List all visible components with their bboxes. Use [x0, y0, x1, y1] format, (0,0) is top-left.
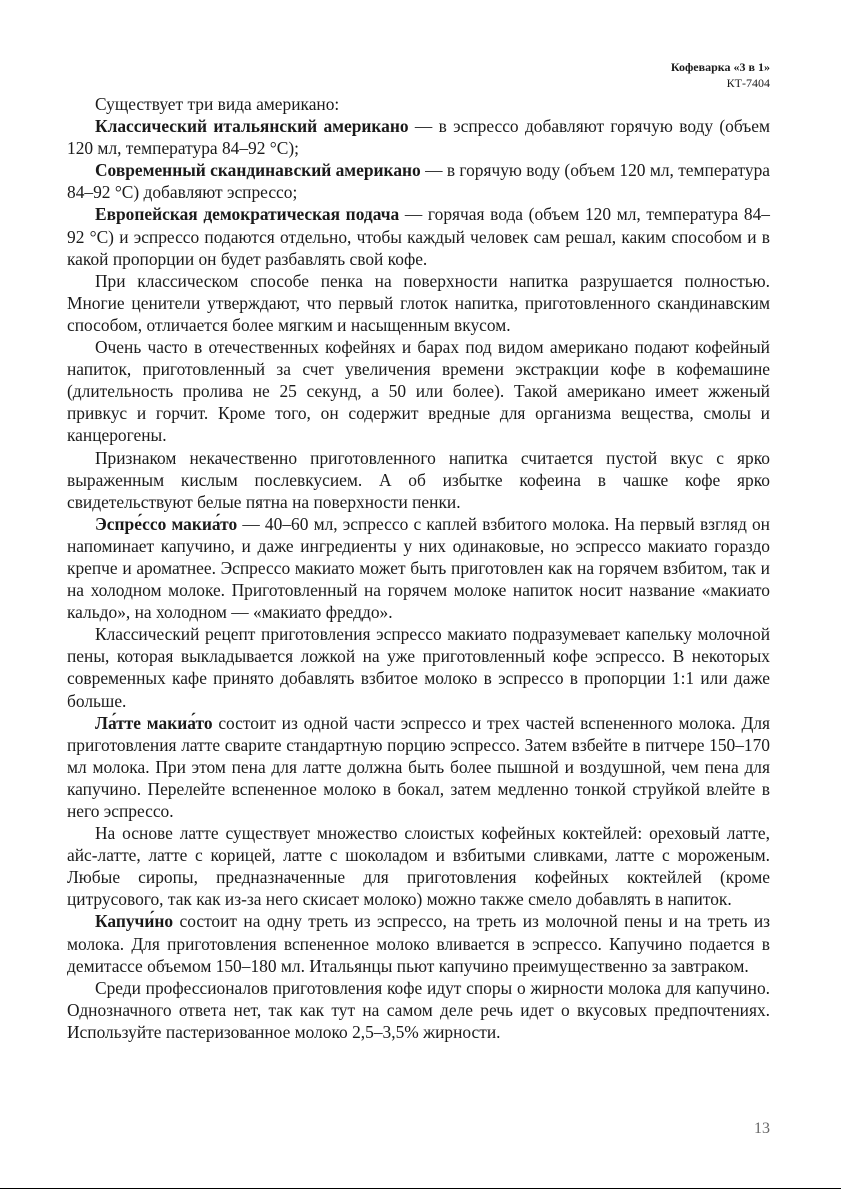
page-header: [671, 59, 770, 91]
paragraph-text: Среди профессионалов приготовления кофе идут споры о жирности молока для капучино. Однозначного ответа нет, так как тут на самом деле речь идет о вкусовых предпочтениях. Используйте пастеризованное молоко 2,5–3,5% жирности.: [67, 977, 770, 1042]
paragraph-term: Классический итальянский американо: [95, 116, 409, 137]
paragraph-text: — горячая вода (объем 120 мл, температура 84–92 °С) и эспрессо подаются отдельно, чтобы каждый человек сам решал, каким способом и в какой пропорции он будет разбавлять свой кофе.: [67, 204, 770, 269]
paragraph-text: — 40–60 мл, эспрессо с каплей взбитого молока. На первый взгляд он напоминает капучино, и даже ингредиенты у них одинаковые, но эспрессо макиато гораздо крепче и ароматнее. Эспрессо макиато может быть приготовлен как на горячем взбитом, так и на холодном молоке. Приготовленный на горячем молоке напиток носит название «макиато кальдо», на холодном — «макиато фреддо».: [67, 513, 770, 623]
paragraph: [67, 910, 770, 976]
paragraph: [67, 93, 770, 115]
paragraph: [67, 159, 770, 203]
product-title: Кофеварка «3 в 1»: [670, 60, 770, 74]
paragraph: [67, 115, 770, 159]
paragraph: [67, 623, 770, 711]
paragraph-text: Признаком некачественно приготовленного напитка считается пустой вкус с ярко выраженным кислым послевкусием. А об избытке кофеина в чашке кофе ярко свидетельствуют белые пятна на поверхности пенки.: [67, 447, 770, 512]
paragraph-text: состоит на одну треть из эспрессо, на треть из молочной пены и на треть из молока. Для приготовления вспененное молоко вливается в эспрессо. Капучино подается в демитассе объемом 150–180 мл. Итальянцы пьют капучино преимущественно за завтраком.: [67, 911, 770, 976]
paragraph-text: — в горячую воду (объем 120 мл, температура 84–92 °С) добавляют эспрессо;: [67, 160, 770, 203]
paragraph: [67, 977, 770, 1043]
paragraph: [67, 712, 770, 822]
paragraph-text: Существует три вида американо:: [95, 94, 340, 114]
paragraph-term: Эспре́ссо макиа́то: [95, 513, 238, 534]
product-model: КТ-7404: [726, 76, 770, 90]
paragraph: [67, 513, 770, 623]
paragraph: [67, 336, 770, 446]
page-number: 13: [754, 1120, 770, 1137]
body-text: [67, 93, 770, 1043]
paragraph: [67, 203, 770, 269]
paragraph-text: Очень часто в отечественных кофейнях и барах под видом американо подают кофейный напиток, приготовленный за счет увеличения времени экстракции кофе в кофемашине (длительность пролива не 25 секунд, а 50 или более). Такой американо имеет жженый привкус и горчит. Кроме того, он содержит вредные для организма вещества, смолы и канцерогены.: [67, 337, 770, 446]
paragraph: [67, 270, 770, 336]
paragraph: [67, 447, 770, 513]
paragraph-term: Ла́тте макиа́то: [95, 712, 213, 733]
paragraph-text: На основе латте существует множество слоистых кофейных коктейлей: ореховый латте, айс-латте, латте с корицей, латте с шоколадом и взбитыми сливками, латте с мороженым. Любые сиропы, предназначенные для приготовления кофейных коктейлей (кроме цитрусового, так как из-за него скисает молоко) можно также смело добавлять в напиток.: [67, 823, 770, 910]
paragraph-text: — в эспрессо добавляют горячую воду (объем 120 мл, температура 84–92 °С);: [67, 116, 771, 159]
paragraph-term: Капучи́но: [95, 911, 174, 932]
paragraph-text: Классический рецепт приготовления эспрессо макиато подразумевает капельку молочной пены, которая выкладывается ложкой на уже приготовленный кофе эспрессо. В некоторых современных кафе принято добавлять взбитое молоко в эспрессо в пропорции 1:1 или даже больше.: [67, 624, 770, 711]
paragraph-term: Европейская демократическая подача: [95, 204, 400, 225]
bottom-divider: [0, 1188, 841, 1189]
paragraph-term: Современный скандинавский американо: [95, 160, 421, 181]
paragraph-text: состоит из одной части эспрессо и трех частей вспененного молока. Для приготовления латте сварите стандартную порцию эспрессо. Затем взбейте в питчере 150–170 мл молока. При этом пена для латте должна быть более пышной и воздушной, чем пена для капучино. Перелейте вспененное молоко в бокал, затем медленно тонкой струйкой влейте в него эспрессо.: [67, 712, 770, 821]
paragraph: [67, 822, 770, 910]
paragraph-text: При классическом способе пенка на поверхности напитка разрушается полностью. Многие ценители утверждают, что первый глоток напитка, приготовленного скандинавским способом, отличается более мягким и насыщенным вкусом.: [67, 270, 770, 335]
